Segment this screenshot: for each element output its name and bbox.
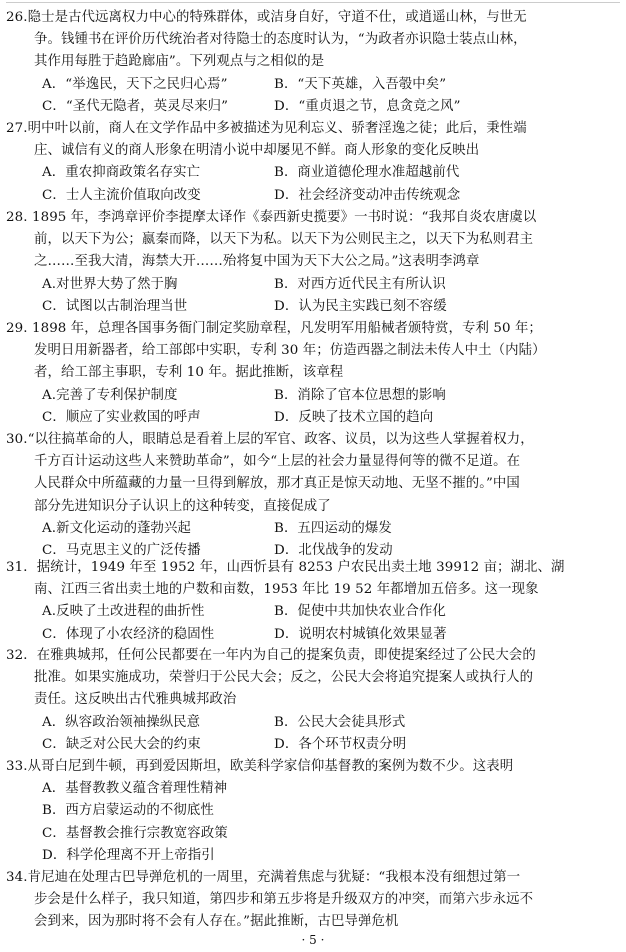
option-d[interactable]: D．社会经济变动冲击传统观念 (274, 187, 461, 203)
question-27 (6, 118, 620, 207)
option-b[interactable]: B．促使中共加快农业合作化 (274, 604, 446, 620)
option-b[interactable]: B．公民大会徒具形式 (274, 714, 406, 730)
option-row (6, 407, 620, 429)
option-b[interactable]: B．西方启蒙运动的不彻底性 (42, 803, 214, 819)
option-row (6, 162, 620, 184)
option-d[interactable]: D．科学伦理离不开上帝指引 (42, 847, 215, 863)
question-text: 29. 1898 年，总理各国事务衙门制定奖励章程，凡发明军用船械者颁特赏，专利 50 年； (6, 321, 542, 336)
option-d[interactable]: D．认为民主实践已刻不容缓 (274, 298, 447, 314)
question-text: 32．在雅典城邦，任何公民都要在一年内为自己的提案负责，即使提案经过了公民大会的 (6, 648, 536, 663)
option-row (6, 185, 620, 207)
question-28 (6, 207, 620, 318)
option-row (6, 296, 620, 318)
option-row (6, 274, 620, 296)
question-text: 责任。这反映出古代雅典城邦政治 (34, 692, 237, 708)
question-text: 争。钱锺书在评价历代统治者对待隐士的态度时认为，“为政者亦识隐士装点山林， (34, 32, 527, 48)
option-a[interactable]: A.完善了专利保护制度 (42, 387, 178, 403)
question-text: 人民群众中所蕴藏的力量一旦得到解放，那才真正是惊天动地、无坚不摧的。”中国 (34, 476, 520, 492)
question-text: 30.“以往搞革命的人，眼睛总是看着上层的军官、政客、议员，以为这些人掌握着权力， (6, 432, 534, 447)
question-text: 33.从哥白尼到牛顿，再到爱因斯坦，欧美科学家信仰基督教的案例为数不少。这表明 (6, 759, 514, 774)
question-32 (6, 645, 620, 756)
question-text: 南、江西三省出卖土地的户数和亩数，1953 年比 19 52 年都增加五倍多。这一现象 (34, 582, 539, 598)
question-text: 庄、诚信有义的商人形象在明清小说中却屡见不鲜。商人形象的变化反映出 (34, 143, 480, 159)
option-a[interactable]: A．纵容政治领袖操纵民意 (42, 714, 201, 730)
page-number: · 5 · (301, 933, 325, 947)
option-b[interactable]: B．五四运动的爆发 (274, 520, 392, 536)
option-b[interactable]: B．“天下英雄，入吾彀中矣” (274, 76, 447, 92)
option-c[interactable]: C．试图以古制治理当世 (42, 298, 188, 314)
top-rule (6, 2, 620, 3)
question-text: 会到来，因为那时将不会有人存在。”据此推断，古巴导弹危机 (34, 914, 399, 930)
option-c[interactable]: C．缺乏对公民大会的约束 (42, 736, 201, 752)
question-text: 步会是什么样子，我只知道，第四步和第五步将是升级双方的冲突，而第六步永远不 (34, 892, 534, 908)
option-c[interactable]: C．马克思主义的广泛传播 (42, 542, 201, 558)
option-row (6, 96, 620, 118)
question-33 (6, 756, 620, 867)
option-c[interactable]: C．士人主流价值取向改变 (42, 187, 201, 203)
option-row (6, 518, 620, 540)
question-30 (6, 429, 620, 562)
question-text: 28. 1895 年，李鸿章评价李提摩太译作《泰西新史揽要》一书时说：“我邦自炎农唐虞以 (6, 210, 537, 225)
option-a[interactable]: A．重农抑商政策名存实亡 (42, 165, 201, 181)
question-text: 34.肯尼迪在处理古巴导弹危机的一周里，充满着焦虑与犹疑：“我根本没有细想过第一 (6, 870, 521, 885)
question-26 (6, 7, 620, 118)
question-text: 前，以天下为公；嬴秦而降，以天下为私。以天下为公则民主之，以天下为私则君主 (34, 232, 534, 248)
option-row (6, 624, 620, 646)
question-text: 27.明中叶以前，商人在文学作品中多被描述为见利忘义、骄奢淫逸之徒；此后，秉性端 (6, 121, 527, 136)
option-a[interactable]: A.反映了土改进程的曲折性 (42, 604, 205, 620)
option-a[interactable]: A．“举逸民，天下之民归心焉” (42, 76, 228, 92)
question-text: 发明日用新器者，给工部郎中实职，专利 30 年；仿造西器之制法未传人中土（内陆） (34, 343, 546, 359)
question-text: 千方百计运动这些人来赞助革命”，如今“上层的社会力量显得何等的微不足道。在 (34, 454, 521, 470)
option-d[interactable]: D．说明农村城镇化效果显著 (274, 626, 447, 642)
option-a[interactable]: A.对世界大势了然于胸 (42, 276, 178, 292)
option-d[interactable]: D．各个环节权责分明 (274, 736, 407, 752)
option-a[interactable]: A．基督教教义蕴含着理性精神 (42, 781, 228, 797)
option-c[interactable]: C．“圣代无隐者，英灵尽来归” (42, 98, 229, 114)
question-text: 批准。如果实施成功，荣誉归于公民大会；反之，公民大会将追究提案人或执行人的 (34, 670, 534, 686)
question-text: 者，给工部主事职，专利 10 年。据此推断，该章程 (34, 365, 344, 381)
option-row (6, 712, 620, 734)
option-row (6, 601, 620, 623)
question-text: 部分先进知识分子认识上的这种转变，直接促成了 (34, 498, 331, 514)
question-text: 26.隐士是古代远离权力中心的特殊群体，或洁身自好，守道不仕，或逍遥山林，与世无 (6, 10, 527, 25)
option-row (6, 385, 620, 407)
option-d[interactable]: D．“重贞退之节，息贪竞之风” (274, 98, 461, 114)
question-text: 之……至我大清，海禁大开……殆将复中国为天下大公之局。”这表明李鸿章 (34, 254, 480, 270)
question-31 (6, 557, 620, 646)
question-29 (6, 318, 620, 429)
option-c[interactable]: C．顺应了实业救国的呼声 (42, 409, 201, 425)
option-d[interactable]: D．反映了技术立国的趋向 (274, 409, 434, 425)
option-c[interactable]: C．基督教会推行宗教宽容政策 (42, 825, 228, 841)
option-d[interactable]: D．北伐战争的发动 (274, 542, 393, 558)
option-b[interactable]: B．商业道德伦理水准超越前代 (274, 165, 460, 181)
question-text: 31．据统计，1949 年至 1952 年，山西忻县有 8253 户农民出卖土地 39912 亩；湖北、湖 (6, 560, 565, 575)
option-row (6, 734, 620, 756)
question-text: 其作用每胜于趋跄廊庙”。下列观点与之相似的是 (34, 54, 325, 70)
option-a[interactable]: A.新文化运动的蓬勃兴起 (42, 520, 192, 536)
question-34 (6, 867, 620, 934)
option-b[interactable]: B．消除了官本位思想的影响 (274, 387, 446, 403)
option-row (6, 74, 620, 96)
option-c[interactable]: C．体现了小农经济的稳固性 (42, 626, 215, 642)
option-b[interactable]: B．对西方近代民主有所认识 (274, 276, 446, 292)
